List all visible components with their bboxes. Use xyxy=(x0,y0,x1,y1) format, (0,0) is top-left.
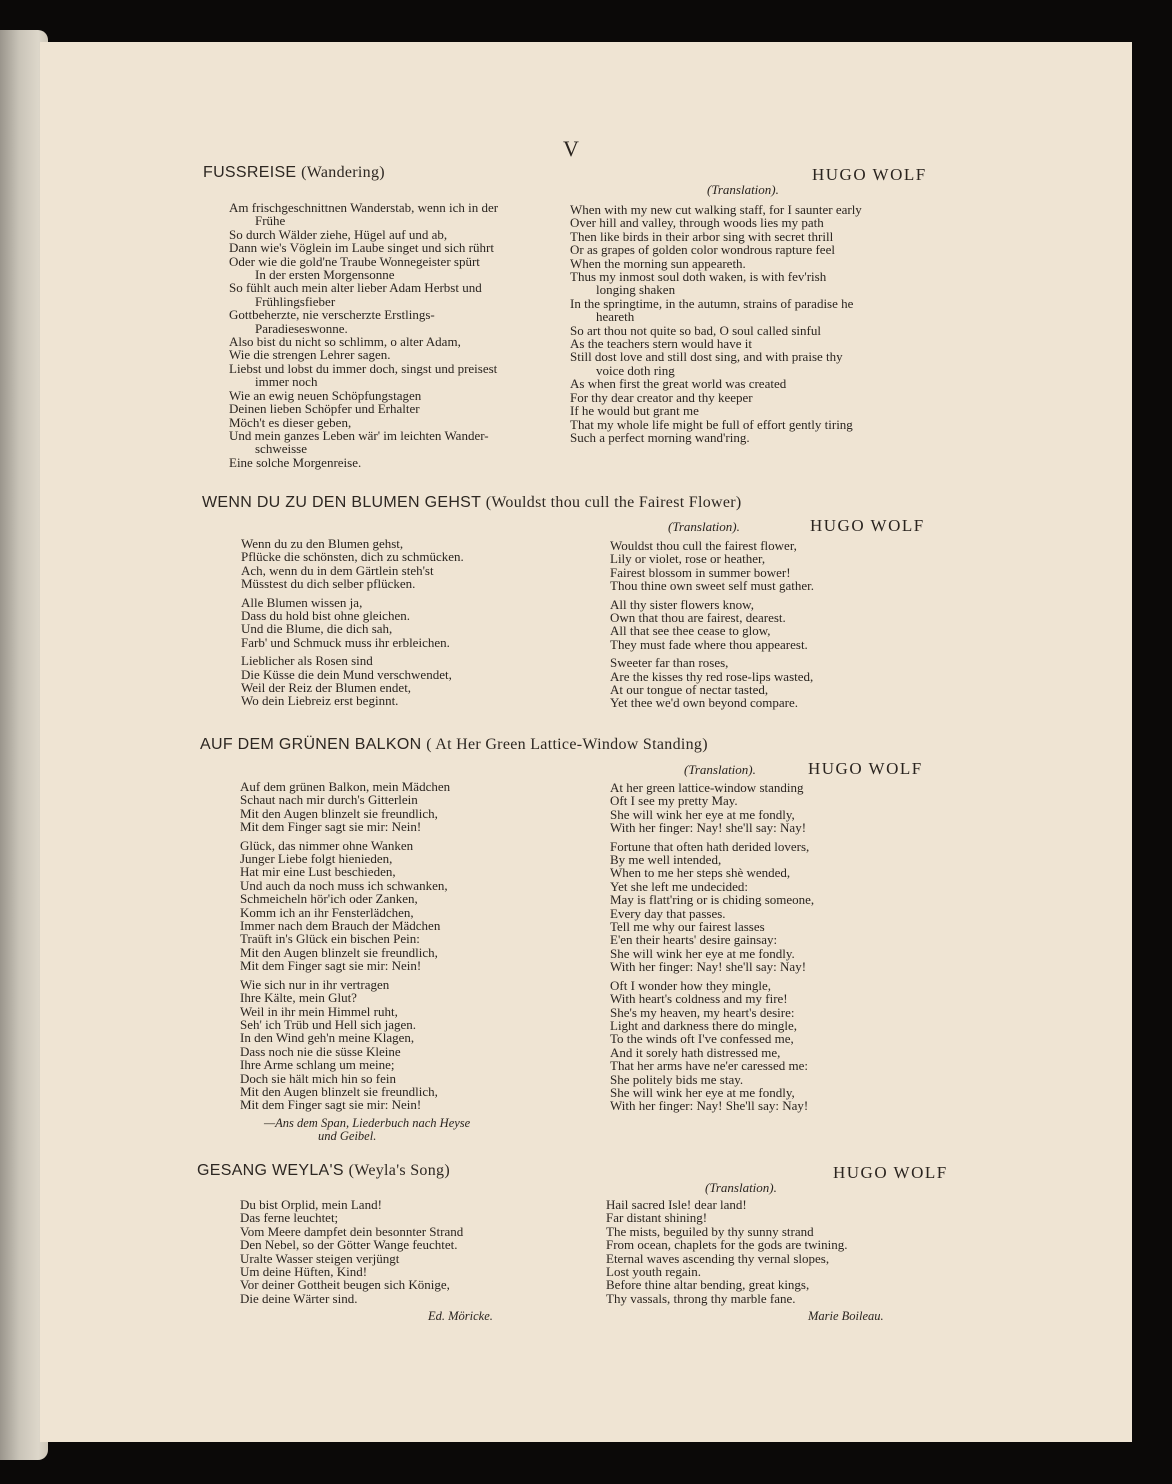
verse-line: At our tongue of nectar tasted, xyxy=(610,682,769,698)
german-text xyxy=(240,1198,463,1310)
verse-line: Wouldst thou cull the fairest flower, xyxy=(610,538,797,553)
stanza xyxy=(610,840,814,974)
translation-label: (Translation). xyxy=(668,519,740,534)
verse-line: At her green lattice-window standing xyxy=(610,780,804,795)
verse-line: They must fade where thou appearest. xyxy=(610,636,808,652)
song-title-auf-dem-gruenen-balkon xyxy=(200,736,708,754)
song-title-fussreise xyxy=(203,164,385,182)
verse-line: She politely bids me stay. xyxy=(610,1071,744,1087)
verse-line: By me well intended, xyxy=(610,852,722,868)
verse-line: Das ferne leuchtet; xyxy=(240,1210,339,1226)
title-english: (Wandering) xyxy=(301,164,385,181)
verse-line: Wenn du zu den Blumen gehst, xyxy=(241,536,404,551)
verse-line: Lily or violet, rose or heather, xyxy=(610,551,766,567)
verse-line: Doch sie hält mich hin so fein xyxy=(240,1070,396,1086)
composer: HUGO WOLF xyxy=(812,165,927,184)
verse-line: Then like birds in their arbor sing with secret thrill xyxy=(570,228,834,244)
verse-line: Weil der Reiz der Blumen endet, xyxy=(241,680,412,696)
stanza xyxy=(570,203,862,444)
verse-line: Mit den Augen blinzelt sie freundlich, xyxy=(240,944,438,960)
verse-line: Hat mir eine Lust beschieden, xyxy=(240,864,396,880)
verse-line: heareth xyxy=(596,309,635,325)
attribution-line: und Geibel. xyxy=(318,1129,377,1144)
verse-line: Or as grapes of golden color wondrous rapture feel xyxy=(570,242,835,258)
verse-line: Komm ich an ihr Fensterlädchen, xyxy=(240,904,414,920)
verse-line: immer noch xyxy=(255,374,318,390)
verse-line: Alle Blumen wissen ja, xyxy=(241,594,363,610)
german-text xyxy=(241,537,464,713)
german-text xyxy=(240,780,450,1117)
verse-line: From ocean, chaplets for the gods are twining. xyxy=(606,1237,848,1253)
german-text xyxy=(229,201,498,474)
verse-line: Mit dem Finger sagt sie mir: Nein! xyxy=(240,819,422,835)
stanza xyxy=(241,537,464,591)
verse-line: The mists, beguiled by thy sunny strand xyxy=(606,1223,814,1239)
verse-line: Hail sacred Isle! dear land! xyxy=(606,1197,747,1212)
composer: HUGO WOLF xyxy=(808,759,923,778)
verse-line: To the winds oft I've confessed me, xyxy=(610,1031,794,1047)
verse-line: She's my heaven, my heart's desire: xyxy=(610,1004,795,1020)
title-english: ( At Her Green Lattice-Window Standing) xyxy=(426,736,708,753)
verse-line: Seh' ich Trüb und Hell sich jagen. xyxy=(240,1016,417,1032)
verse-line: Yet thee we'd own beyond compare. xyxy=(610,695,799,711)
english-text xyxy=(570,203,862,449)
english-text xyxy=(606,1198,848,1310)
verse-line: Tell me why our fairest lasses xyxy=(610,919,765,935)
verse-line: Sweeter far than roses, xyxy=(610,655,729,671)
verse-line: Dass du hold bist ohne gleichen. xyxy=(241,608,410,624)
verse-line: Wo dein Liebreiz erst beginnt. xyxy=(241,693,399,709)
verse-line: Wie an ewig neuen Schöpfungstagen xyxy=(229,387,422,403)
attribution-line: —Ans dem Span, Liederbuch nach Heyse xyxy=(264,1116,471,1130)
verse-line: And it sorely hath distressed me, xyxy=(610,1044,781,1060)
verse-line: longing shaken xyxy=(596,282,676,298)
verse-line: Mit den Augen blinzelt sie freundlich, xyxy=(240,805,438,821)
verse-line: Over hill and valley, through woods lies my path xyxy=(570,215,824,231)
stanza xyxy=(240,780,450,834)
verse-line: With her finger: Nay! she'll say: Nay! xyxy=(610,959,807,975)
verse-line: Eternal waves ascending thy vernal slopes, xyxy=(606,1250,830,1266)
composer: HUGO WOLF xyxy=(833,1163,948,1182)
translation-label: (Translation). xyxy=(684,762,756,777)
verse-line: Eine solche Morgenreise. xyxy=(229,454,362,470)
verse-line: Am frischgeschnittnen Wanderstab, wenn ich in der xyxy=(229,200,499,215)
stanza xyxy=(610,598,814,652)
verse-line: Thou thine own sweet self must gather. xyxy=(610,578,814,594)
verse-line: Thy vassals, throng thy marble fane. xyxy=(606,1290,796,1306)
verse-line: When the morning sun appeareth. xyxy=(570,255,746,271)
stanza xyxy=(240,978,450,1112)
verse-line: Still dost love and still dost sing, and with praise thy xyxy=(570,349,843,365)
verse-line: With her finger: Nay! she'll say: Nay! xyxy=(610,820,807,836)
verse-line: Are the kisses thy red rose-lips wasted, xyxy=(610,668,814,684)
verse-line: When with my new cut walking staff, for I saunter early xyxy=(570,202,862,217)
verse-line: As the teachers stern would have it xyxy=(570,336,752,352)
verse-line: For thy dear creator and thy keeper xyxy=(570,389,753,405)
verse-line: So durch Wälder ziehe, Hügel auf und ab, xyxy=(229,226,448,242)
stanza xyxy=(610,539,814,593)
verse-line: With her finger: Nay! She'll say: Nay! xyxy=(610,1098,809,1114)
title-german: GESANG WEYLA'S xyxy=(197,1162,344,1179)
verse-line: Also bist du nicht so schlimm, o alter Adam, xyxy=(229,334,461,350)
english-text xyxy=(610,539,814,715)
stanza xyxy=(606,1198,848,1305)
verse-line: Frühe xyxy=(255,213,286,229)
page-number: V xyxy=(563,136,579,161)
verse-line: Vor deiner Gottheit beugen sich Könige, xyxy=(240,1277,450,1293)
verse-line: She will wink her eye at me fondly. xyxy=(610,945,795,961)
verse-line: Die deine Wärter sind. xyxy=(240,1290,358,1306)
verse-line: Fairest blossom in summer bower! xyxy=(610,564,791,580)
verse-line: Ihre Arme schlang um meine; xyxy=(240,1057,395,1073)
verse-line: May is flatt'ring or is chiding someone, xyxy=(610,892,815,908)
translation-label: (Translation). xyxy=(705,1180,777,1195)
verse-line: schweisse xyxy=(255,441,307,457)
verse-line: Oft I see my pretty May. xyxy=(610,793,738,809)
verse-line: Frühlingsfieber xyxy=(255,293,336,309)
verse-line: Mit den Augen blinzelt sie freundlich, xyxy=(240,1083,438,1099)
verse-line: She will wink her eye at me fondly, xyxy=(610,1084,795,1100)
verse-line: Every day that passes. xyxy=(610,905,726,921)
verse-line: In den Wind geh'n meine Klagen, xyxy=(240,1030,415,1046)
verse-line: Oder wie die gold'ne Traube Wonnegeister spürt xyxy=(229,253,480,269)
verse-line: Um deine Hüften, Kind! xyxy=(240,1264,368,1280)
stanza xyxy=(240,839,450,973)
verse-line: So fühlt auch mein alter lieber Adam Herbst und xyxy=(229,280,482,296)
verse-line: Gottbeherzte, nie verscherzte Erstlings- xyxy=(229,307,435,323)
title-german: FUSSREISE xyxy=(203,164,297,181)
verse-line: Traüft in's Glück ein bischen Pein: xyxy=(240,931,420,947)
verse-line: Light and darkness there do mingle, xyxy=(610,1017,798,1033)
verse-line: Und auch da noch muss ich schwanken, xyxy=(240,877,448,893)
verse-line: Lieblicher als Rosen sind xyxy=(241,653,373,669)
verse-line: Vom Meere dampfet dein besonnter Strand xyxy=(240,1223,464,1239)
title-german: WENN DU ZU DEN BLUMEN GEHST xyxy=(202,494,481,511)
stanza xyxy=(610,656,814,710)
stanza xyxy=(610,979,814,1113)
english-text xyxy=(610,781,814,1118)
verse-line: Lost youth regain. xyxy=(606,1264,701,1280)
verse-line: Dass noch nie die süsse Kleine xyxy=(240,1043,401,1059)
verse-line: Glück, das nimmer ohne Wanken xyxy=(240,837,414,853)
composer: HUGO WOLF xyxy=(810,516,925,535)
verse-line: E'en their hearts' desire gainsay: xyxy=(610,932,778,948)
verse-line: If he would but grant me xyxy=(570,403,699,419)
verse-line: That my whole life might be full of effort gently tiring xyxy=(570,416,853,432)
title-english: (Weyla's Song) xyxy=(348,1162,450,1179)
verse-line: Mit dem Finger sagt sie mir: Nein! xyxy=(240,958,422,974)
verse-line: Müsstest du dich selber pflücken. xyxy=(241,576,416,592)
verse-line: Weil in ihr mein Himmel ruht, xyxy=(240,1003,398,1019)
verse-line: Yet she left me undecided: xyxy=(610,878,749,894)
verse-line: Dann wie's Vöglein im Laube singet und sich rührt xyxy=(229,240,494,256)
verse-line: Wie die strengen Lehrer sagen. xyxy=(229,347,391,363)
verse-line: Junger Liebe folgt hienieden, xyxy=(240,851,393,867)
verse-line: That her arms have ne'er caressed me: xyxy=(610,1058,808,1074)
verse-line: With heart's coldness and my fire! xyxy=(610,991,788,1007)
verse-line: She will wink her eye at me fondly, xyxy=(610,806,795,822)
song-title-gesang-weylas xyxy=(197,1162,450,1180)
verse-line: Möch't es dieser geben, xyxy=(229,414,352,430)
title-german: AUF DEM GRÜNEN BALKON xyxy=(200,736,422,753)
song-title-wenn-du xyxy=(202,494,742,512)
stanza xyxy=(229,201,498,469)
verse-line: Farb' und Schmuck muss ihr erbleichen. xyxy=(241,634,450,650)
stanza xyxy=(610,781,814,835)
verse-line: All thy sister flowers know, xyxy=(610,596,754,612)
verse-line: Oft I wonder how they mingle, xyxy=(610,977,772,993)
verse-line: When to me her steps shè wended, xyxy=(610,865,791,881)
verse-line: Ach, wenn du in dem Gärtlein steh'st xyxy=(241,562,434,578)
verse-line: Such a perfect morning wand'ring. xyxy=(570,429,750,445)
verse-line: Deinen lieben Schöpfer und Erhalter xyxy=(229,401,420,417)
verse-line: In der ersten Morgensonne xyxy=(255,267,395,283)
verse-line: Liebst und lobst du immer doch, singst und preisest xyxy=(229,360,498,376)
verse-line: Fortune that often hath derided lovers, xyxy=(610,838,810,854)
verse-line: Paradieseswonne. xyxy=(255,320,348,336)
stanza xyxy=(241,654,464,708)
verse-line: Und mein ganzes Leben wär' im leichten Wander- xyxy=(229,427,489,443)
stanza xyxy=(241,596,464,650)
verse-line: Mit dem Finger sagt sie mir: Nein! xyxy=(240,1097,422,1113)
verse-line: Wie sich nur in ihr vertragen xyxy=(240,976,390,992)
german-attribution: Ed. Möricke. xyxy=(428,1309,493,1323)
verse-line: Schaut nach mir durch's Gitterlein xyxy=(240,792,418,808)
verse-line: All that see thee cease to glow, xyxy=(610,623,771,639)
translation-label: (Translation). xyxy=(707,182,779,197)
verse-line: Den Nebel, so der Götter Wange feuchtet. xyxy=(240,1237,458,1253)
verse-line: Pflücke die schönsten, dich zu schmücken. xyxy=(241,549,464,565)
german-attribution xyxy=(264,1117,470,1144)
verse-line: Thus my inmost soul doth waken, is with fev'rish xyxy=(570,269,827,285)
verse-line: Before thine altar bending, great kings, xyxy=(606,1277,810,1293)
verse-line: Immer nach dem Brauch der Mädchen xyxy=(240,918,441,934)
verse-line: Die Küsse die dein Mund verschwendet, xyxy=(241,666,452,682)
verse-line: Auf dem grünen Balkon, mein Mädchen xyxy=(240,779,451,794)
verse-line: Schmeicheln hör'ich oder Zanken, xyxy=(240,891,418,907)
verse-line: So art thou not quite so bad, O soul called sinful xyxy=(570,322,821,338)
verse-line: Far distant shining! xyxy=(606,1210,708,1226)
stanza xyxy=(240,1198,463,1305)
verse-line: Uralte Wasser steigen verjüngt xyxy=(240,1250,400,1266)
verse-line: Du bist Orplid, mein Land! xyxy=(240,1197,382,1212)
verse-line: Und die Blume, die dich sah, xyxy=(241,621,393,637)
verse-line: As when first the great world was created xyxy=(570,376,787,392)
verse-line: Own that thou are fairest, dearest. xyxy=(610,610,786,626)
title-english: (Wouldst thou cull the Fairest Flower) xyxy=(485,494,742,511)
english-attribution: Marie Boileau. xyxy=(808,1309,884,1323)
verse-line: Ihre Kälte, mein Glut? xyxy=(240,990,357,1006)
verse-line: voice doth ring xyxy=(596,362,675,378)
verse-line: In the springtime, in the autumn, strains of paradise he xyxy=(570,295,854,311)
